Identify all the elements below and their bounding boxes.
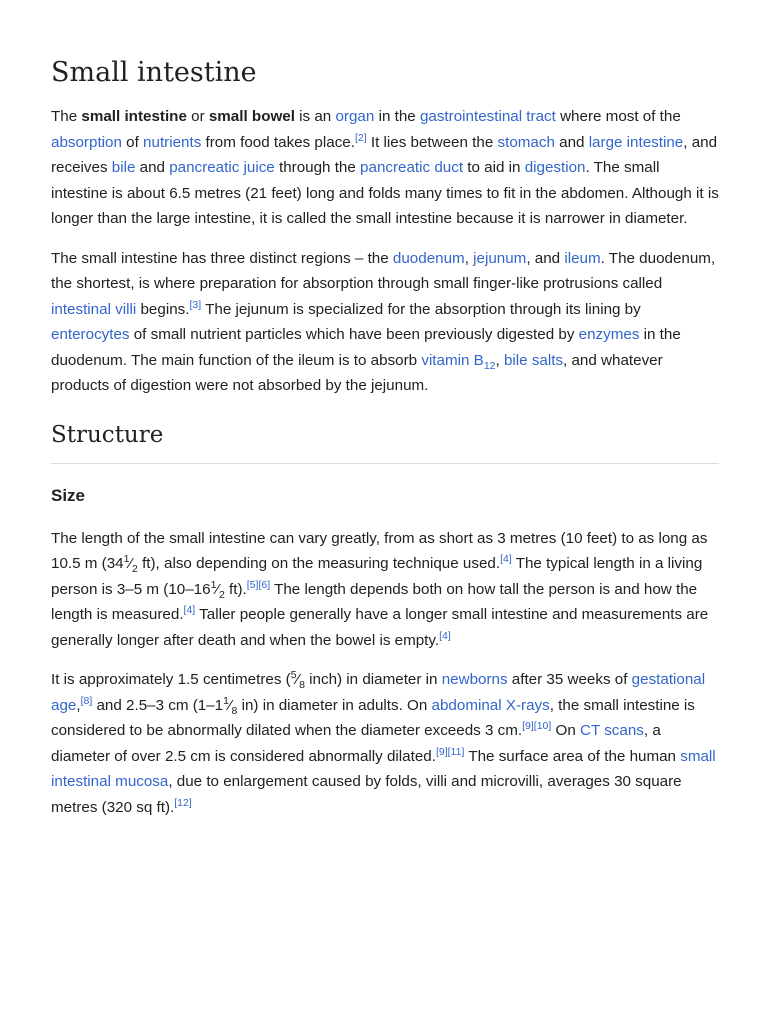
link-newborns[interactable]: newborns — [441, 671, 508, 688]
link-gestational-age[interactable]: gestational age — [51, 671, 706, 714]
link-jejunum[interactable]: jejunum — [473, 249, 527, 267]
bold-term-small-bowel: small bowel — [208, 108, 295, 125]
link-large-intestine[interactable]: large intestine — [588, 133, 684, 151]
reference-2[interactable]: [2] — [354, 131, 367, 144]
link-vitamin-b12[interactable]: vitamin $B_{12}$ — [421, 351, 496, 372]
link-pancreatic-duct[interactable]: pancreatic duct — [360, 159, 464, 176]
link-duodenum[interactable]: duodenum — [392, 249, 465, 267]
page-title: Small intestine — [51, 57, 257, 88]
reference-9[interactable]: [9] — [435, 745, 448, 758]
link-digestion[interactable]: digestion — [524, 159, 586, 176]
link-ileum[interactable]: ileum — [564, 249, 601, 267]
reference-12[interactable]: [12] — [174, 796, 192, 809]
length-paragraph: The length of the small intestine can vary greatly, from as short as 3 metres (10 feet) to as long as 10.5 m ($34^1⁄_2$ ft), also depending on the measuring technique used.[4] The typical length in a living person is 3–5 m ($10-16^1⁄_2$ ft).[5][6] The length depends both on how tall the person is and how the length is measured.[4] Taller people generally have a longer small intestine and measurements are generally longer after death and when the bowel is empty.[4] — [51, 529, 709, 649]
link-organ[interactable]: organ — [335, 108, 375, 125]
link-bile[interactable]: bile — [111, 159, 136, 176]
link-stomach[interactable]: stomach — [497, 133, 555, 151]
diameter-paragraph: It is approximately 1.5 centimetres ($^5⁄_8$ inch) in diameter in newborns after 35 weeks of gestational age,[8] and 2.5–3 cm ($1-1^1⁄_8$ in) in diameter in adults. On abdominal X-rays, the small intestine is considered to be abnormally dilated when the diameter exceeds 3 cm.[9][10] On CT scans, a diameter of over 2.5 cm is considered abnormally dilated.[9][11] The surface area of the human small intestinal mucosa, due to enlargement caused by folds, villi and microvilli, averages 30 square metres (320 sq ft).[12] — [51, 668, 716, 816]
link-pancreatic-juice[interactable]: pancreatic juice — [169, 159, 275, 176]
reference-3[interactable]: [3] — [189, 298, 202, 311]
reference-8[interactable]: [8] — [80, 694, 93, 707]
link-bile-salts[interactable]: bile salts — [503, 351, 564, 369]
reference-5[interactable]: [5] — [246, 578, 259, 591]
link-small-intestinal-mucosa[interactable]: small intestinal mucosa — [51, 747, 716, 790]
article-content — [51, 54, 719, 834]
reference-10[interactable]: [10] — [533, 719, 552, 732]
link-absorption[interactable]: absorption — [51, 133, 122, 151]
bold-term-small-intestine: small intestine — [81, 108, 187, 125]
subsection-heading-size: Size — [51, 485, 86, 505]
reference-9[interactable]: [9] — [522, 719, 534, 732]
link-nutrients[interactable]: nutrients — [143, 133, 202, 151]
reference-4[interactable]: [4] — [183, 603, 196, 616]
reference-11[interactable]: [11] — [447, 745, 465, 758]
link-intestinal-villi[interactable]: intestinal villi — [51, 300, 137, 318]
section-heading-structure: Structure — [51, 419, 719, 464]
intro-paragraph: The small intestine or small bowel is an organ in the gastrointestinal tract where most of the absorption of nutrients from food takes place.[2] It lies between the stomach and large intestine, and receives bile and pancreatic juice through the pancreatic duct to aid in digestion. The small intestine is about 6.5 metres (21 feet) long and folds many times to fit in the abdomen. Although it is longer than the large intestine, it is called the small intestine because it is narrower in diameter. — [51, 108, 719, 227]
link-gastrointestinal-tract[interactable]: gastrointestinal tract — [419, 108, 556, 125]
reference-4[interactable]: [4] — [500, 552, 512, 565]
reference-4[interactable]: [4] — [439, 629, 451, 642]
reference-6[interactable]: [6] — [258, 578, 271, 591]
link-enterocytes[interactable]: enterocytes — [51, 326, 130, 343]
link-ct-scans[interactable]: CT scans — [580, 722, 644, 739]
link-enzymes[interactable]: enzymes — [578, 326, 640, 343]
regions-paragraph: The small intestine has three distinct regions – the duodenum, jejunum, and ileum. The duodenum, the shortest, is where preparation for absorption through small finger-like protrusions called intestinal villi begins.[3] The jejunum is specialized for the absorption through its lining by enterocytes of small nutrient particles which have been previously digested by enzymes in the duodenum. The main function of the ileum is to absorb vitamin $B_{12}$, bile salts, and whatever products of digestion were not absorbed by the jejunum. — [51, 249, 716, 394]
link-abdominal-x-rays[interactable]: abdominal X-rays — [431, 696, 550, 714]
